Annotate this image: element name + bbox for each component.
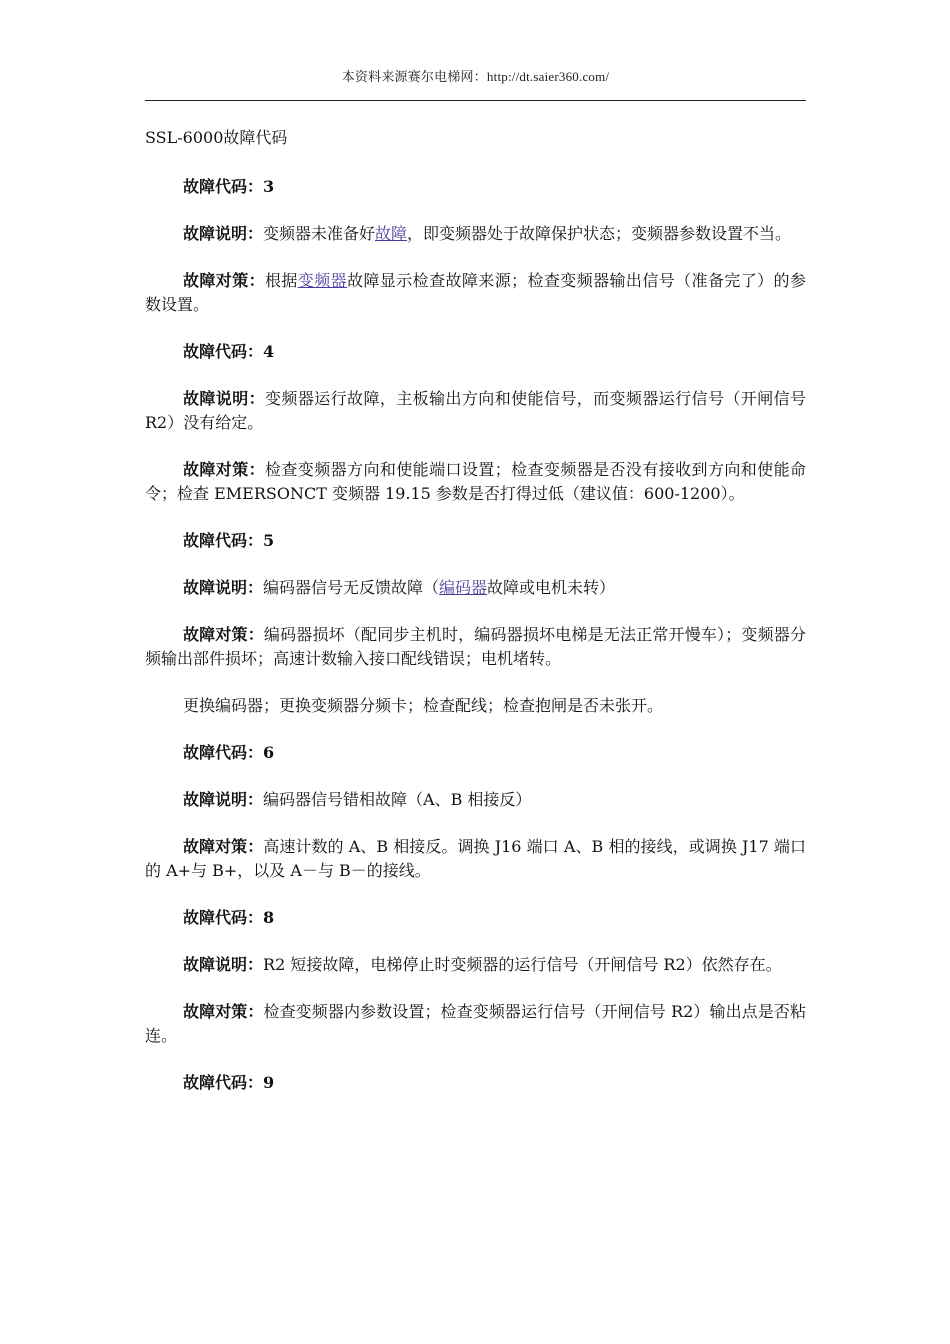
fault-remedy-text: 检查变频器内参数设置；检查变频器运行信号（开闸信号 R2）输出点是否粘连。 <box>145 1002 806 1045</box>
fault-code-label: 故障代码： <box>183 177 264 196</box>
document-body <box>145 126 806 1118</box>
fault-description-6 <box>145 788 806 812</box>
fault-code-9 <box>145 1071 806 1095</box>
document-title: SSL-6000故障代码 <box>145 128 288 147</box>
fault-code-3 <box>145 175 806 199</box>
fault-remedy-label: 故障对策： <box>183 460 266 479</box>
fault-remedy-4 <box>145 458 806 506</box>
fault-remedy-5 <box>145 623 806 671</box>
fault-code-label: 故障代码： <box>183 531 264 550</box>
fault-code-value: 5 <box>263 531 275 550</box>
fault-code-4 <box>145 340 806 364</box>
fault-description-8 <box>145 953 806 977</box>
fault-code-6 <box>145 741 806 765</box>
fault-remedy-text: 更换编码器；更换变频器分频卡；检查配线；检查抱闸是否未张开。 <box>183 696 664 715</box>
fault-remedy-label: 故障对策： <box>183 625 264 644</box>
fault-description-text: ，即变频器处于故障保护状态；变频器参数设置不当。 <box>407 224 792 243</box>
fault-code-label: 故障代码： <box>183 342 264 361</box>
fault-remedy-3 <box>145 269 806 317</box>
fault-code-value: 8 <box>263 908 275 927</box>
fault-description-text: R2 短接故障，电梯停止时变频器的运行信号（开闸信号 R2）依然存在。 <box>263 955 782 974</box>
fault-description-3 <box>145 222 806 246</box>
page-header-source: 本资料来源赛尔电梯网：http://dt.saier360.com/ <box>341 69 610 84</box>
fault-description-label: 故障说明： <box>183 790 264 809</box>
fault-description-text: 变频器运行故障，主板输出方向和使能信号，而变频器运行信号（开闸信号 R2）没有给定。 <box>145 389 806 432</box>
fault-code-value: 9 <box>263 1073 275 1092</box>
fault-description-label: 故障说明： <box>183 578 264 597</box>
fault-remedy-label: 故障对策： <box>183 837 264 856</box>
fault-code-label: 故障代码： <box>183 1073 264 1092</box>
fault-description-label: 故障说明： <box>183 224 264 243</box>
fault-description-4 <box>145 387 806 435</box>
fault-code-value: 3 <box>263 177 275 196</box>
fault-code-8 <box>145 906 806 930</box>
fault-remedy-text: 高速计数的 A、B 相接反。调换 J16 端口 A、B 相的接线，或调换 J17 端口的 A+与 B+，以及 A－与 B－的接线。 <box>145 837 806 880</box>
link-encoder[interactable]: 编码器 <box>439 578 488 597</box>
fault-code-5 <box>145 529 806 553</box>
fault-code-value: 4 <box>263 342 275 361</box>
header-divider <box>145 100 806 101</box>
fault-description-label: 故障说明： <box>183 389 266 408</box>
fault-description-text: 变频器未准备好 <box>263 224 376 243</box>
link-fault[interactable]: 故障 <box>375 224 408 243</box>
fault-remedy-8 <box>145 1000 806 1048</box>
fault-code-label: 故障代码： <box>183 908 264 927</box>
fault-description-text: 编码器信号无反馈故障（ <box>263 578 440 597</box>
fault-description-text: 故障或电机未转） <box>487 578 616 597</box>
fault-remedy-label: 故障对策： <box>183 1002 264 1021</box>
fault-code-label: 故障代码： <box>183 743 264 762</box>
fault-remedy-text: 故障显示检查故障来源；检查变频器输出信号（准备完了）的参数设置。 <box>145 271 806 314</box>
fault-remedy-text: 根据 <box>265 271 298 290</box>
fault-remedy-extra-5 <box>145 694 806 718</box>
fault-remedy-label: 故障对策： <box>183 271 266 290</box>
fault-remedy-text: 编码器损坏（配同步主机时，编码器损坏电梯是无法正常开慢车）；变频器分频输出部件损坏；高速计数输入接口配线错误；电机堵转。 <box>145 625 806 668</box>
link-inverter[interactable]: 变频器 <box>297 271 348 290</box>
fault-remedy-6 <box>145 835 806 883</box>
fault-description-label: 故障说明： <box>183 955 264 974</box>
fault-remedy-text: 检查变频器方向和使能端口设置；检查变频器是否没有接收到方向和使能命令；检查 EMERSONCT 变频器 19.15 参数是否打得过低（建议值：600-1200）。 <box>145 460 806 503</box>
fault-description-text: 编码器信号错相故障（A、B 相接反） <box>263 790 532 809</box>
fault-description-5 <box>145 576 806 600</box>
fault-code-value: 6 <box>263 743 275 762</box>
